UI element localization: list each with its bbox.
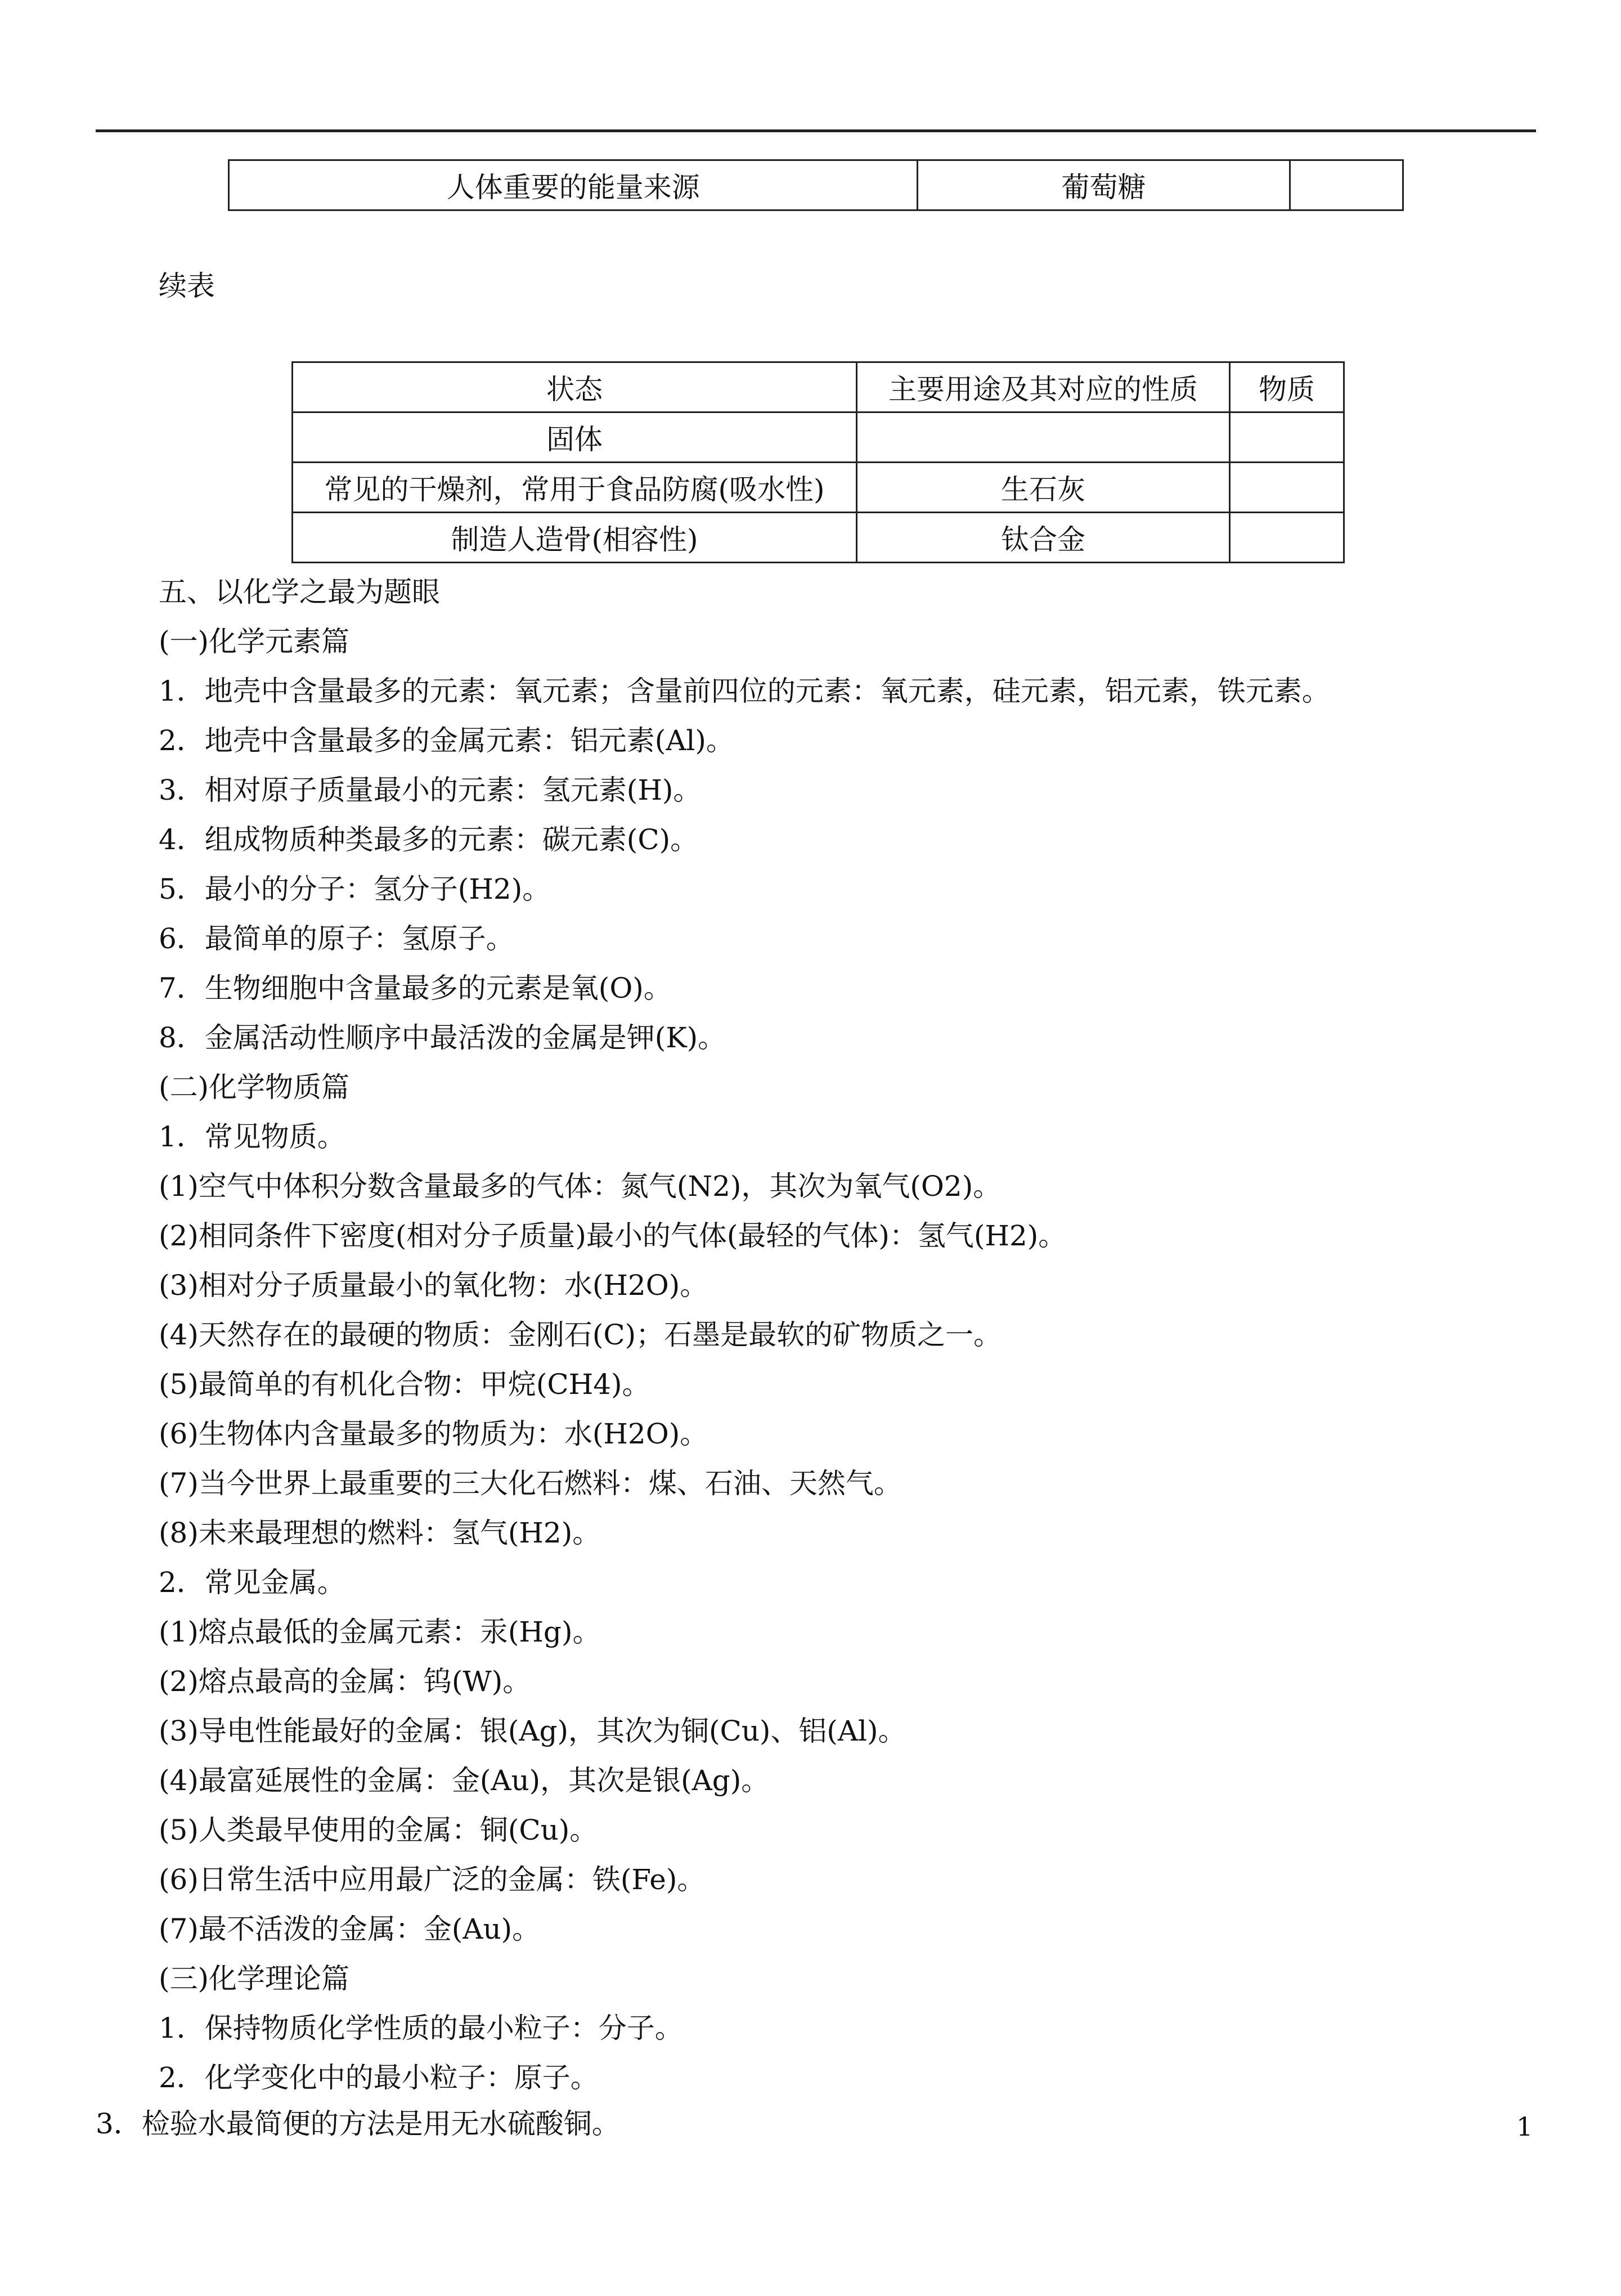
list-item: (7)当今世界上最重要的三大化石燃料：煤、石油、天然气。	[159, 1467, 902, 1500]
list-item: (4)天然存在的最硬的物质：金刚石(C)；石墨是最软的矿物质之一。	[159, 1319, 1002, 1351]
subsection-heading: (二)化学物质篇	[159, 1071, 350, 1104]
list-item: 4．组成物质种类最多的元素：碳元素(C)。	[159, 823, 699, 856]
table-cell: 生石灰	[857, 463, 1230, 513]
page-number: 1	[1516, 2111, 1533, 2142]
list-item: (3)导电性能最好的金属：银(Ag)，其次为铜(Cu)、铝(Al)。	[159, 1715, 906, 1747]
list-item: (7)最不活泼的金属：金(Au)。	[159, 1913, 541, 1945]
list-item: (5)人类最早使用的金属：铜(Cu)。	[159, 1814, 598, 1846]
list-item: 1．保持物质化学性质的最小粒子：分子。	[159, 2012, 683, 2044]
list-item: 6．最简单的原子：氢原子。	[159, 922, 514, 955]
list-item: (8)未来最理想的燃料：氢气(H2)。	[159, 1517, 601, 1549]
list-item: (4)最富延展性的金属：金(Au)，其次是银(Ag)。	[159, 1764, 770, 1797]
list-item: (6)日常生活中应用最广泛的金属：铁(Fe)。	[159, 1863, 706, 1896]
table-cell: 制造人造骨(相容性)	[293, 513, 857, 563]
table-caption: 续表	[159, 270, 215, 302]
table-row	[293, 412, 1344, 463]
table-header-cell: 主要用途及其对应的性质	[857, 362, 1230, 412]
list-item: (1)熔点最低的金属元素：汞(Hg)。	[159, 1616, 601, 1648]
table-cell	[1230, 513, 1344, 563]
list-item: 3．相对原子质量最小的元素：氢元素(H)。	[159, 774, 702, 806]
list-item: 2．化学变化中的最小粒子：原子。	[159, 2061, 599, 2094]
list-item: 8．金属活动性顺序中最活泼的金属是钾(K)。	[159, 1021, 726, 1054]
table-continued	[291, 361, 1345, 563]
table-continued-top	[228, 159, 1404, 211]
table-cell	[1290, 160, 1403, 210]
list-item: 3．检验水最简便的方法是用无水硫酸铜。	[96, 2107, 620, 2140]
table-header-cell: 状态	[293, 362, 857, 412]
list-item: 2．常见金属。	[159, 1566, 345, 1599]
table-cell: 人体重要的能量来源	[229, 160, 918, 210]
section-heading: 五、以化学之最为题眼	[159, 576, 440, 608]
table-row	[293, 513, 1344, 563]
table-cell: 钛合金	[857, 513, 1230, 563]
table-header-row	[293, 362, 1344, 412]
list-item: 1．常见物质。	[159, 1120, 345, 1153]
table-row	[229, 160, 1403, 210]
table-cell: 固体	[293, 412, 857, 463]
list-item: (2)熔点最高的金属：钨(W)。	[159, 1665, 531, 1698]
list-item: (1)空气中体积分数含量最多的气体：氮气(N2)，其次为氧气(O2)。	[159, 1170, 1002, 1203]
list-item: 2．地壳中含量最多的金属元素：铝元素(Al)。	[159, 724, 734, 757]
list-item: 5．最小的分子：氢分子(H2)。	[159, 873, 551, 905]
list-item: 1．地壳中含量最多的元素：氧元素；含量前四位的元素：氧元素，硅元素，铝元素，铁元素。	[159, 675, 1330, 707]
header-rule	[96, 129, 1536, 132]
table-cell	[1230, 412, 1344, 463]
list-item: (3)相对分子质量最小的氧化物：水(H2O)。	[159, 1269, 708, 1302]
table-cell	[857, 412, 1230, 463]
list-item: (5)最简单的有机化合物：甲烷(CH4)。	[159, 1368, 650, 1401]
subsection-heading: (三)化学理论篇	[159, 1962, 350, 1995]
list-item: 7．生物细胞中含量最多的元素是氧(O)。	[159, 972, 672, 1004]
list-item: (6)生物体内含量最多的物质为：水(H2O)。	[159, 1418, 708, 1450]
list-item: (2)相同条件下密度(相对分子质量)最小的气体(最轻的气体)：氢气(H2)。	[159, 1219, 1067, 1252]
subsection-heading: (一)化学元素篇	[159, 625, 350, 658]
table-cell: 葡萄糖	[918, 160, 1290, 210]
table-cell	[1230, 463, 1344, 513]
table-header-cell: 物质	[1230, 362, 1344, 412]
table-row	[293, 463, 1344, 513]
table-cell: 常见的干燥剂，常用于食品防腐(吸水性)	[293, 463, 857, 513]
